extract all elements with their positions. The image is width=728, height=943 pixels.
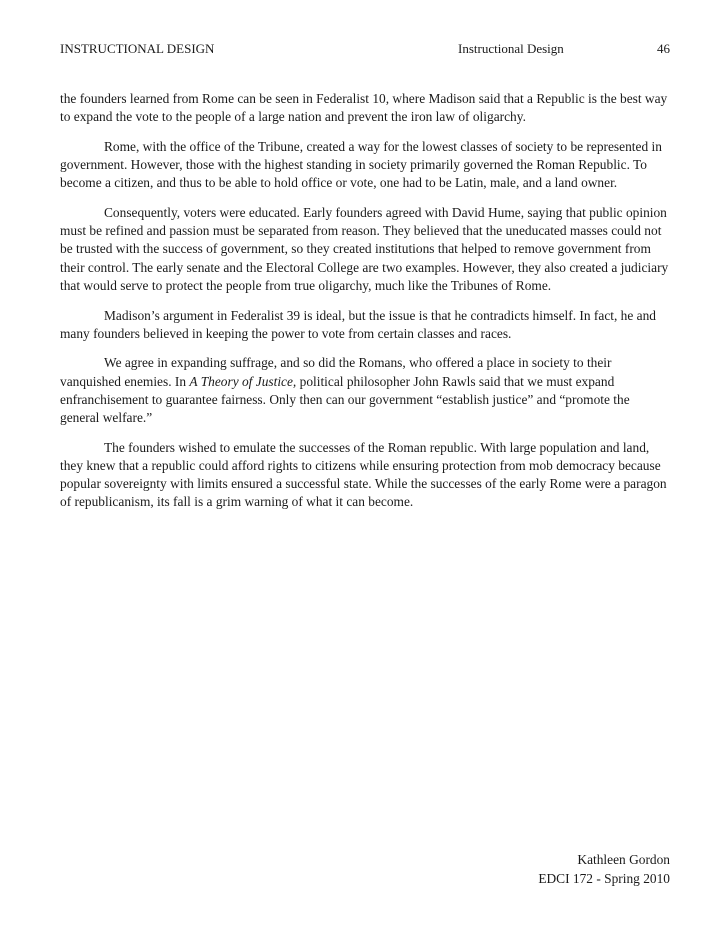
paragraph-madison: Madison’s argument in Federalist 39 is ideal, but the issue is that he contradicts himself. In fact, he and many founders believed in keeping the power to vote from certain classes and races. — [60, 307, 656, 341]
author-footer — [538, 850, 670, 888]
page-number: 46 — [657, 41, 670, 56]
paragraph-voters: Consequently, voters were educated. Early founders agreed with David Hume, saying that public opinion must be refined and passion must be separated from reason. They believed that the uneducated masses could not be trusted with the success of government, so they created institutions that helped to remove government from their control. The early senate and the Electoral College are two examples. However, they also created a judiciary that would serve to protect the people from true oligarchy, much like the Tribunes of Rome. — [60, 205, 669, 293]
paragraph-tribune: Rome, with the office of the Tribune, created a way for the lowest classes of society to be represented in government. However, those with the highest standing in society primarily governed the Roman Republic. To become a citizen, and thus to be able to hold office or vote, one had to be Latin, male, and a land owner. — [60, 138, 662, 191]
running-head — [60, 40, 670, 58]
paragraph-conclusion: The founders wished to emulate the successes of the Roman republic. With large population and land, they knew that a republic could afford rights to citizens while ensuring protection from mob democracy because popular sovereignty with limits ensured a successful state. While the successes of the early Rome were a paragon of republicanism, its fall is a grim warning of what it can become. — [60, 439, 667, 510]
running-head-title: INSTRUCTIONAL DESIGN — [60, 41, 215, 56]
body-text — [60, 90, 672, 523]
book-title-italic: A Theory of Justice, — [189, 373, 297, 389]
paragraph-continuation: the founders learned from Rome can be seen in Federalist 10, where Madison said that a Republic is the best way to expand the vote to the people of a large nation and prevent the iron law of oligarchy. — [60, 91, 668, 125]
course-info: EDCI 172 - Spring 2010 — [538, 871, 670, 886]
author-name: Kathleen Gordon — [577, 852, 670, 867]
paragraph-suffrage: We agree in expanding suffrage, and so did the Romans, who offered a place in society to their vanquished enemies. In A Theory of Justice, political philosopher John Rawls said that we must expand enfranchisement to guarantee fairness. Only then can our government “establish justice” and “promote the general welfare.” — [60, 355, 630, 426]
running-head-short-title: Instructional Design — [458, 41, 564, 56]
